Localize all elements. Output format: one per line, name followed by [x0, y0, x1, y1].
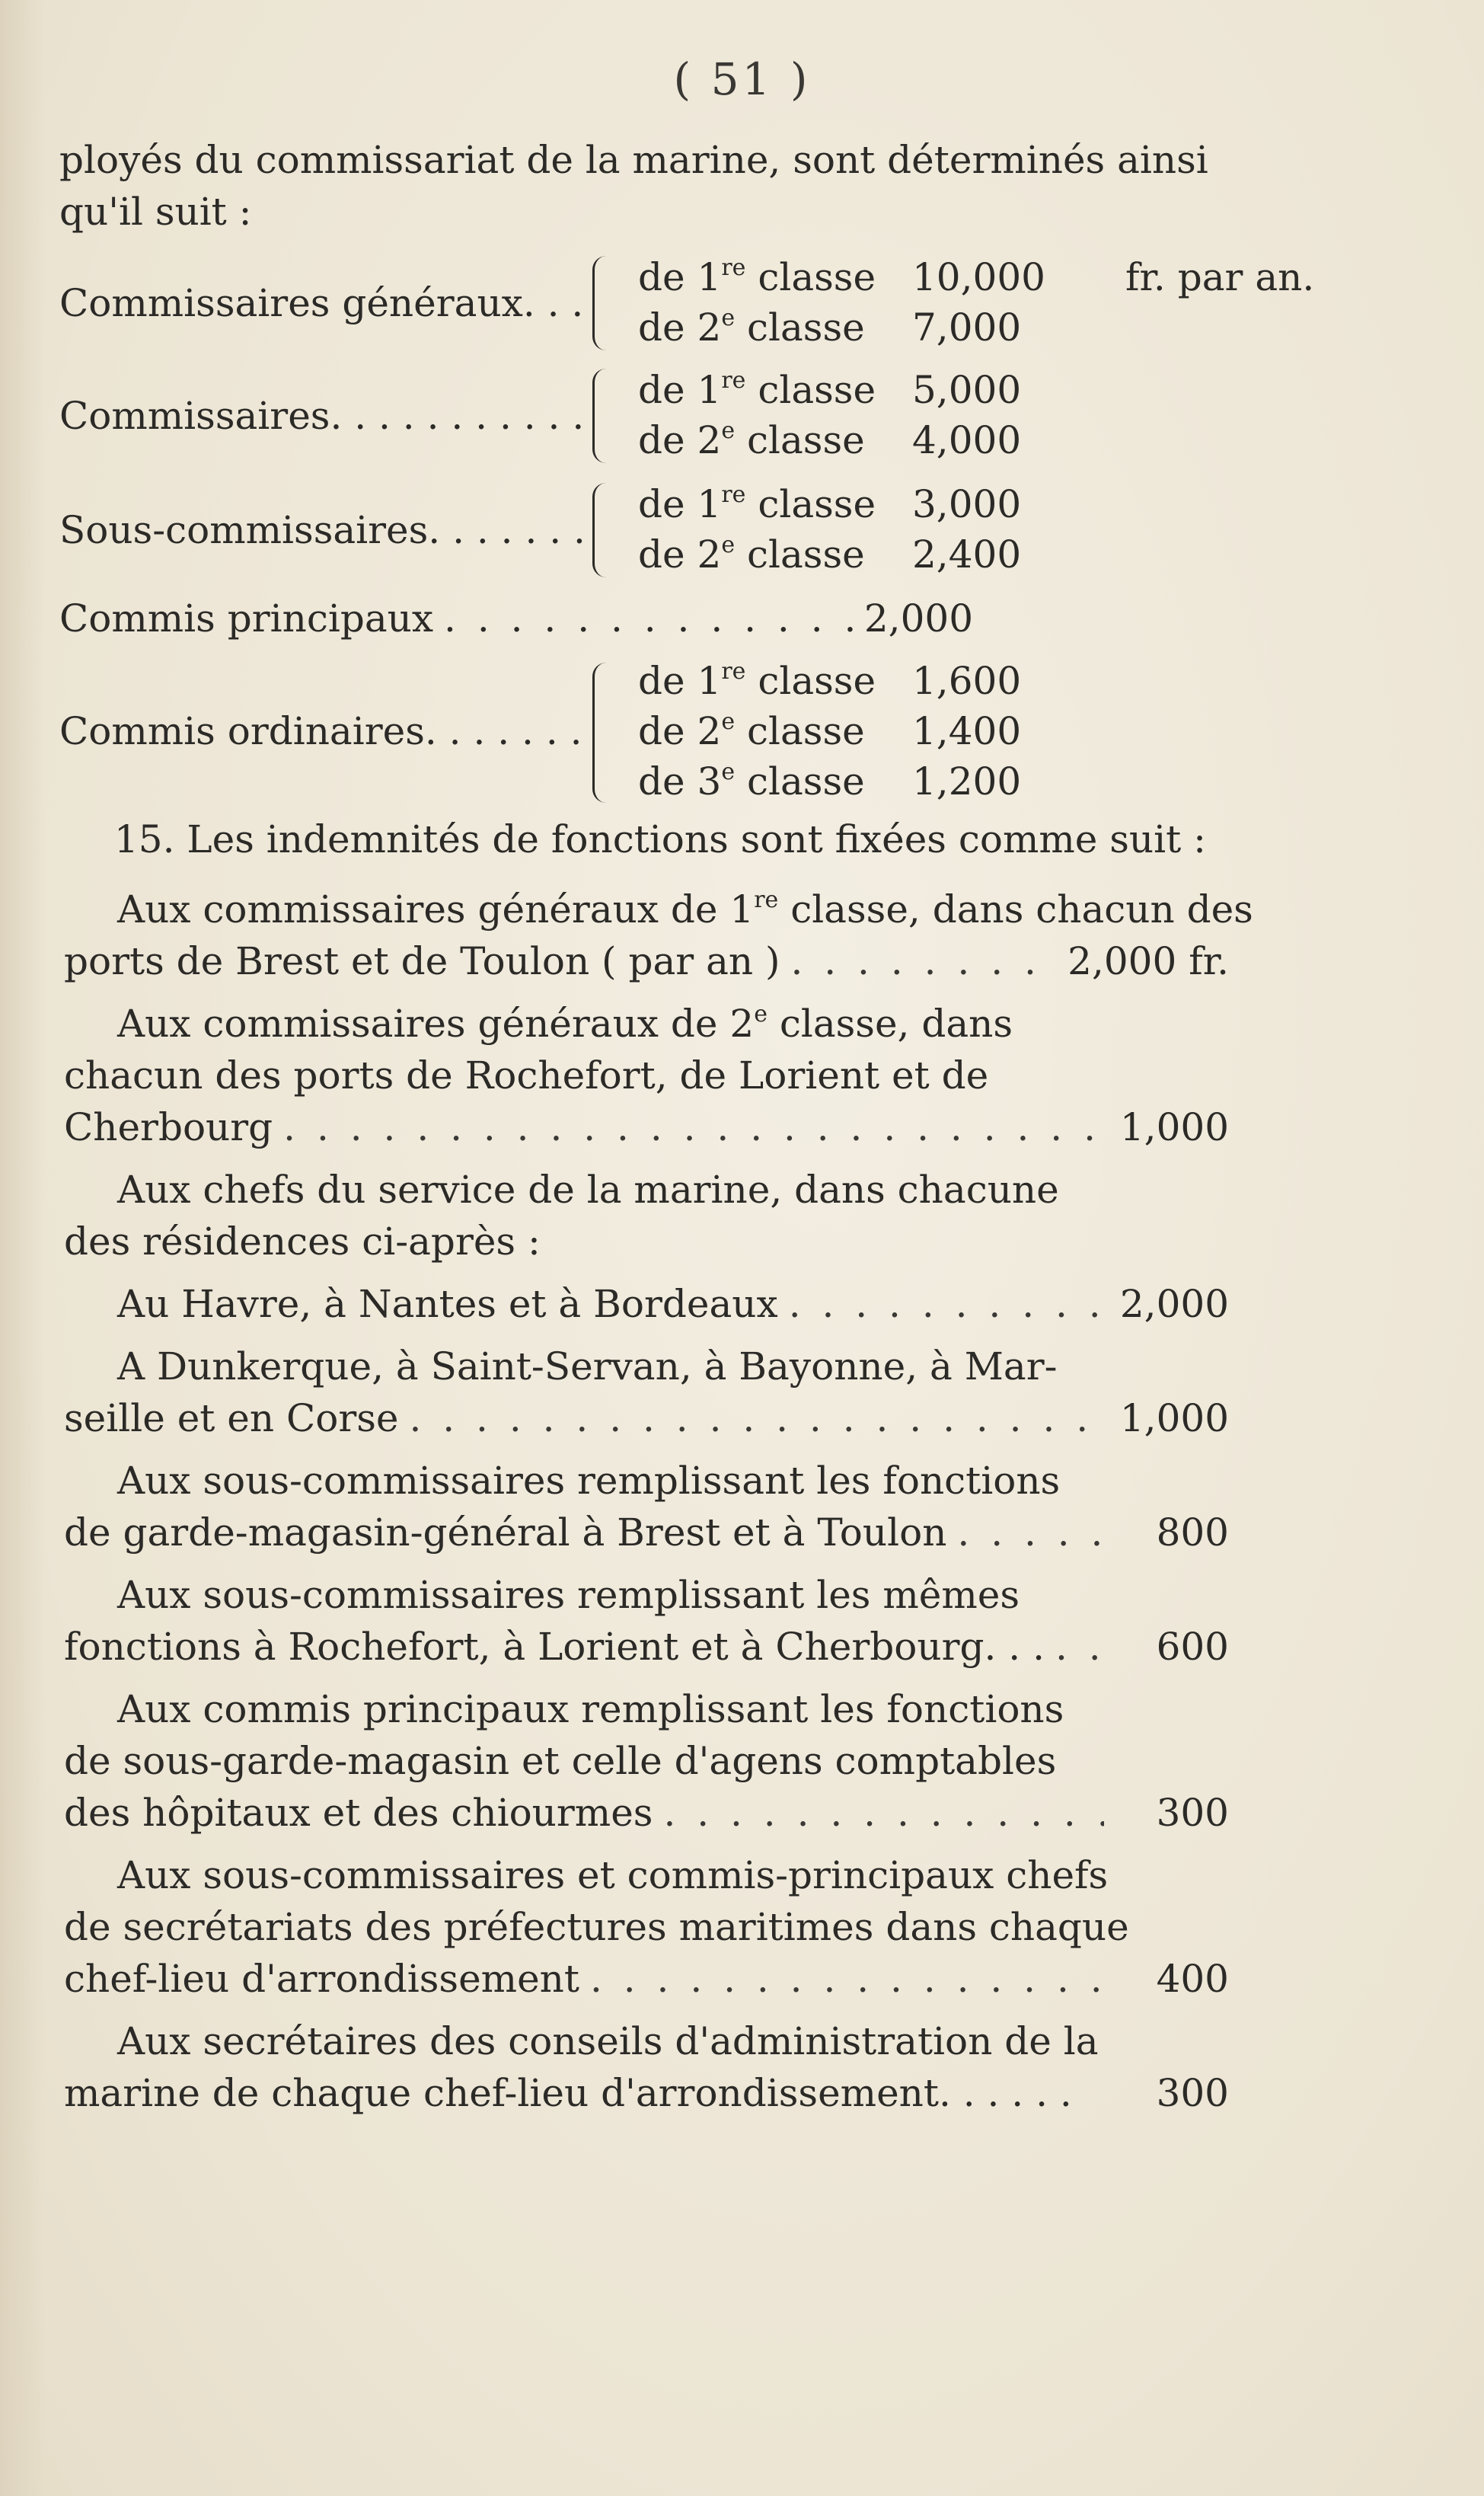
indemnity-text-line: de secrétariats des préfectures maritimes dans chaque	[64, 1905, 1129, 1949]
intro-line-1: ployés du commissariat de la marine, sont déterminés ainsi	[59, 138, 1208, 182]
indemnity-label: Au Havre, à Nantes et à Bordeaux	[117, 1282, 778, 1326]
indemnity-amount: 1,000	[1119, 1105, 1229, 1149]
indemnity-text-line: Aux chefs du service de la marine, dans chacune	[117, 1168, 1059, 1212]
salary-row	[59, 593, 1049, 644]
indemnity-text-line: Aux commissaires généraux de 1re classe, dans chacun des	[117, 887, 1253, 932]
salary-class-row: de 2e classe	[638, 305, 865, 350]
indemnity-label: de garde-magasin-général à Brest et à Toulon	[64, 1510, 947, 1555]
salary-group-commis-ordinaires	[59, 655, 1308, 807]
indemnity-amount: 400	[1156, 1957, 1229, 2001]
salary-class-row: de 1re classe	[638, 254, 876, 299]
dot-leader	[444, 593, 854, 644]
dot-leader	[590, 1953, 1104, 2005]
salary-class-row: de 1re classe	[638, 658, 876, 703]
indemnity-row	[64, 935, 1229, 987]
indemnity-text-line: Aux secrétaires des conseils d'administration de la	[117, 2019, 1099, 2063]
salary-class-row: de 2e classe	[638, 417, 865, 462]
page-number: ( 51 )	[673, 53, 811, 105]
salary-group-commis-principaux	[59, 593, 1308, 646]
salary-amount: 1,600	[912, 659, 1022, 703]
indemnity-text-line: chacun des ports de Rochefort, de Lorient et de	[64, 1053, 989, 1098]
salary-amount: 7,000	[912, 305, 1022, 350]
salary-amount: 2,400	[912, 532, 1022, 577]
salary-group-name: Commis principaux	[59, 596, 434, 641]
indemnity-label: Cherbourg	[64, 1105, 273, 1149]
salary-amount: 3,000	[912, 482, 1022, 526]
salary-amount: 2,000	[863, 596, 973, 641]
salary-amount: 1,200	[912, 759, 1022, 804]
salary-class-row: de 2e classe	[638, 532, 865, 577]
indemnity-text-line: A Dunkerque, à Saint-Servan, à Bayonne, à Mar-	[117, 1344, 1058, 1389]
indemnity-row	[64, 1101, 1229, 1153]
salary-group-name: Commis ordinaires. . . . . . .	[59, 709, 582, 753]
salary-class-row: de 1re classe	[638, 367, 876, 412]
indemnity-row	[64, 1787, 1229, 1839]
page-gutter-shadow	[0, 0, 46, 2496]
indemnity-row	[64, 1392, 1229, 1444]
indemnity-label: fonctions à Rochefort, à Lorient et à Cherbourg. . .	[64, 1625, 1045, 1669]
indemnity-text-line: Aux commis principaux remplissant les fonctions	[117, 1687, 1064, 1731]
brace-icon	[592, 483, 614, 577]
indemnity-amount: 2,000	[1119, 1282, 1229, 1326]
salary-group-commissaires-generaux	[59, 251, 1315, 355]
salary-group-commissaires	[59, 364, 1308, 468]
salary-group-name: Commissaires généraux. . .	[59, 281, 584, 325]
indemnity-text-line: Aux sous-commissaires remplissant les fonctions	[117, 1459, 1061, 1503]
intro-line-2: qu'il suit :	[59, 190, 252, 234]
indemnity-amount: 800	[1156, 1510, 1229, 1555]
indemnity-amount: 2,000 fr.	[1068, 939, 1229, 983]
salary-class-row: de 2e classe	[638, 708, 865, 753]
salary-unit: fr. par an.	[1125, 255, 1315, 299]
dot-leader	[283, 1101, 1104, 1153]
indemnity-row	[64, 1507, 1229, 1558]
indemnity-row	[64, 1953, 1229, 2005]
indemnity-label: seille et en Corse	[64, 1396, 399, 1440]
indemnity-list	[64, 884, 1253, 2119]
indemnity-amount: 1,000	[1119, 1396, 1229, 1440]
dot-leader	[790, 935, 1057, 987]
indemnity-label: des hôpitaux et des chiourmes	[64, 1791, 653, 1835]
brace-icon	[592, 256, 614, 350]
indemnity-amount: 300	[1156, 2071, 1229, 2115]
salary-amount: 1,400	[912, 709, 1022, 753]
indemnity-label: chef-lieu d'arrondissement	[64, 1957, 579, 2001]
brace-icon	[592, 369, 614, 463]
salary-amount: 5,000	[912, 368, 1022, 412]
indemnity-label: marine de chaque chef-lieu d'arrondissement. . . . . .	[64, 2071, 1072, 2115]
indemnity-row	[64, 1278, 1229, 1330]
salary-group-name: Commissaires. . . . . . . . . . .	[59, 394, 585, 438]
dot-leader	[789, 1278, 1104, 1330]
dot-leader	[1055, 1621, 1104, 1673]
salary-amount: 4,000	[912, 418, 1022, 462]
salary-class-row: de 1re classe	[638, 481, 876, 526]
indemnity-text-line: des résidences ci-après :	[64, 1219, 541, 1264]
indemnity-amount: 600	[1156, 1625, 1229, 1669]
article-heading: 15. Les indemnités de fonctions sont fixées comme suit :	[114, 817, 1206, 861]
brace-icon	[592, 663, 614, 803]
indemnity-text-line: Aux sous-commissaires remplissant les mêmes	[117, 1573, 1020, 1617]
salary-group-sous-commissaires	[59, 478, 1308, 582]
salary-amount: 10,000	[912, 255, 1045, 299]
indemnity-amount: 300	[1156, 1791, 1229, 1835]
indemnity-row	[64, 2067, 1229, 2119]
salary-class-row: de 3e classe	[638, 759, 865, 804]
dot-leader	[663, 1787, 1104, 1839]
dot-leader	[957, 1507, 1104, 1558]
indemnity-text-line: de sous-garde-magasin et celle d'agens comptables	[64, 1739, 1057, 1783]
indemnity-text-line: Aux sous-commissaires et commis-principaux chefs	[117, 1853, 1109, 1897]
indemnity-text-line: Aux commissaires généraux de 2e classe, dans	[117, 1001, 1013, 1046]
dot-leader	[409, 1392, 1104, 1444]
indemnity-label: ports de Brest et de Toulon ( par an )	[64, 939, 780, 983]
indemnity-row	[64, 1621, 1229, 1673]
salary-group-name: Sous-commissaires. . . . . . .	[59, 508, 586, 552]
